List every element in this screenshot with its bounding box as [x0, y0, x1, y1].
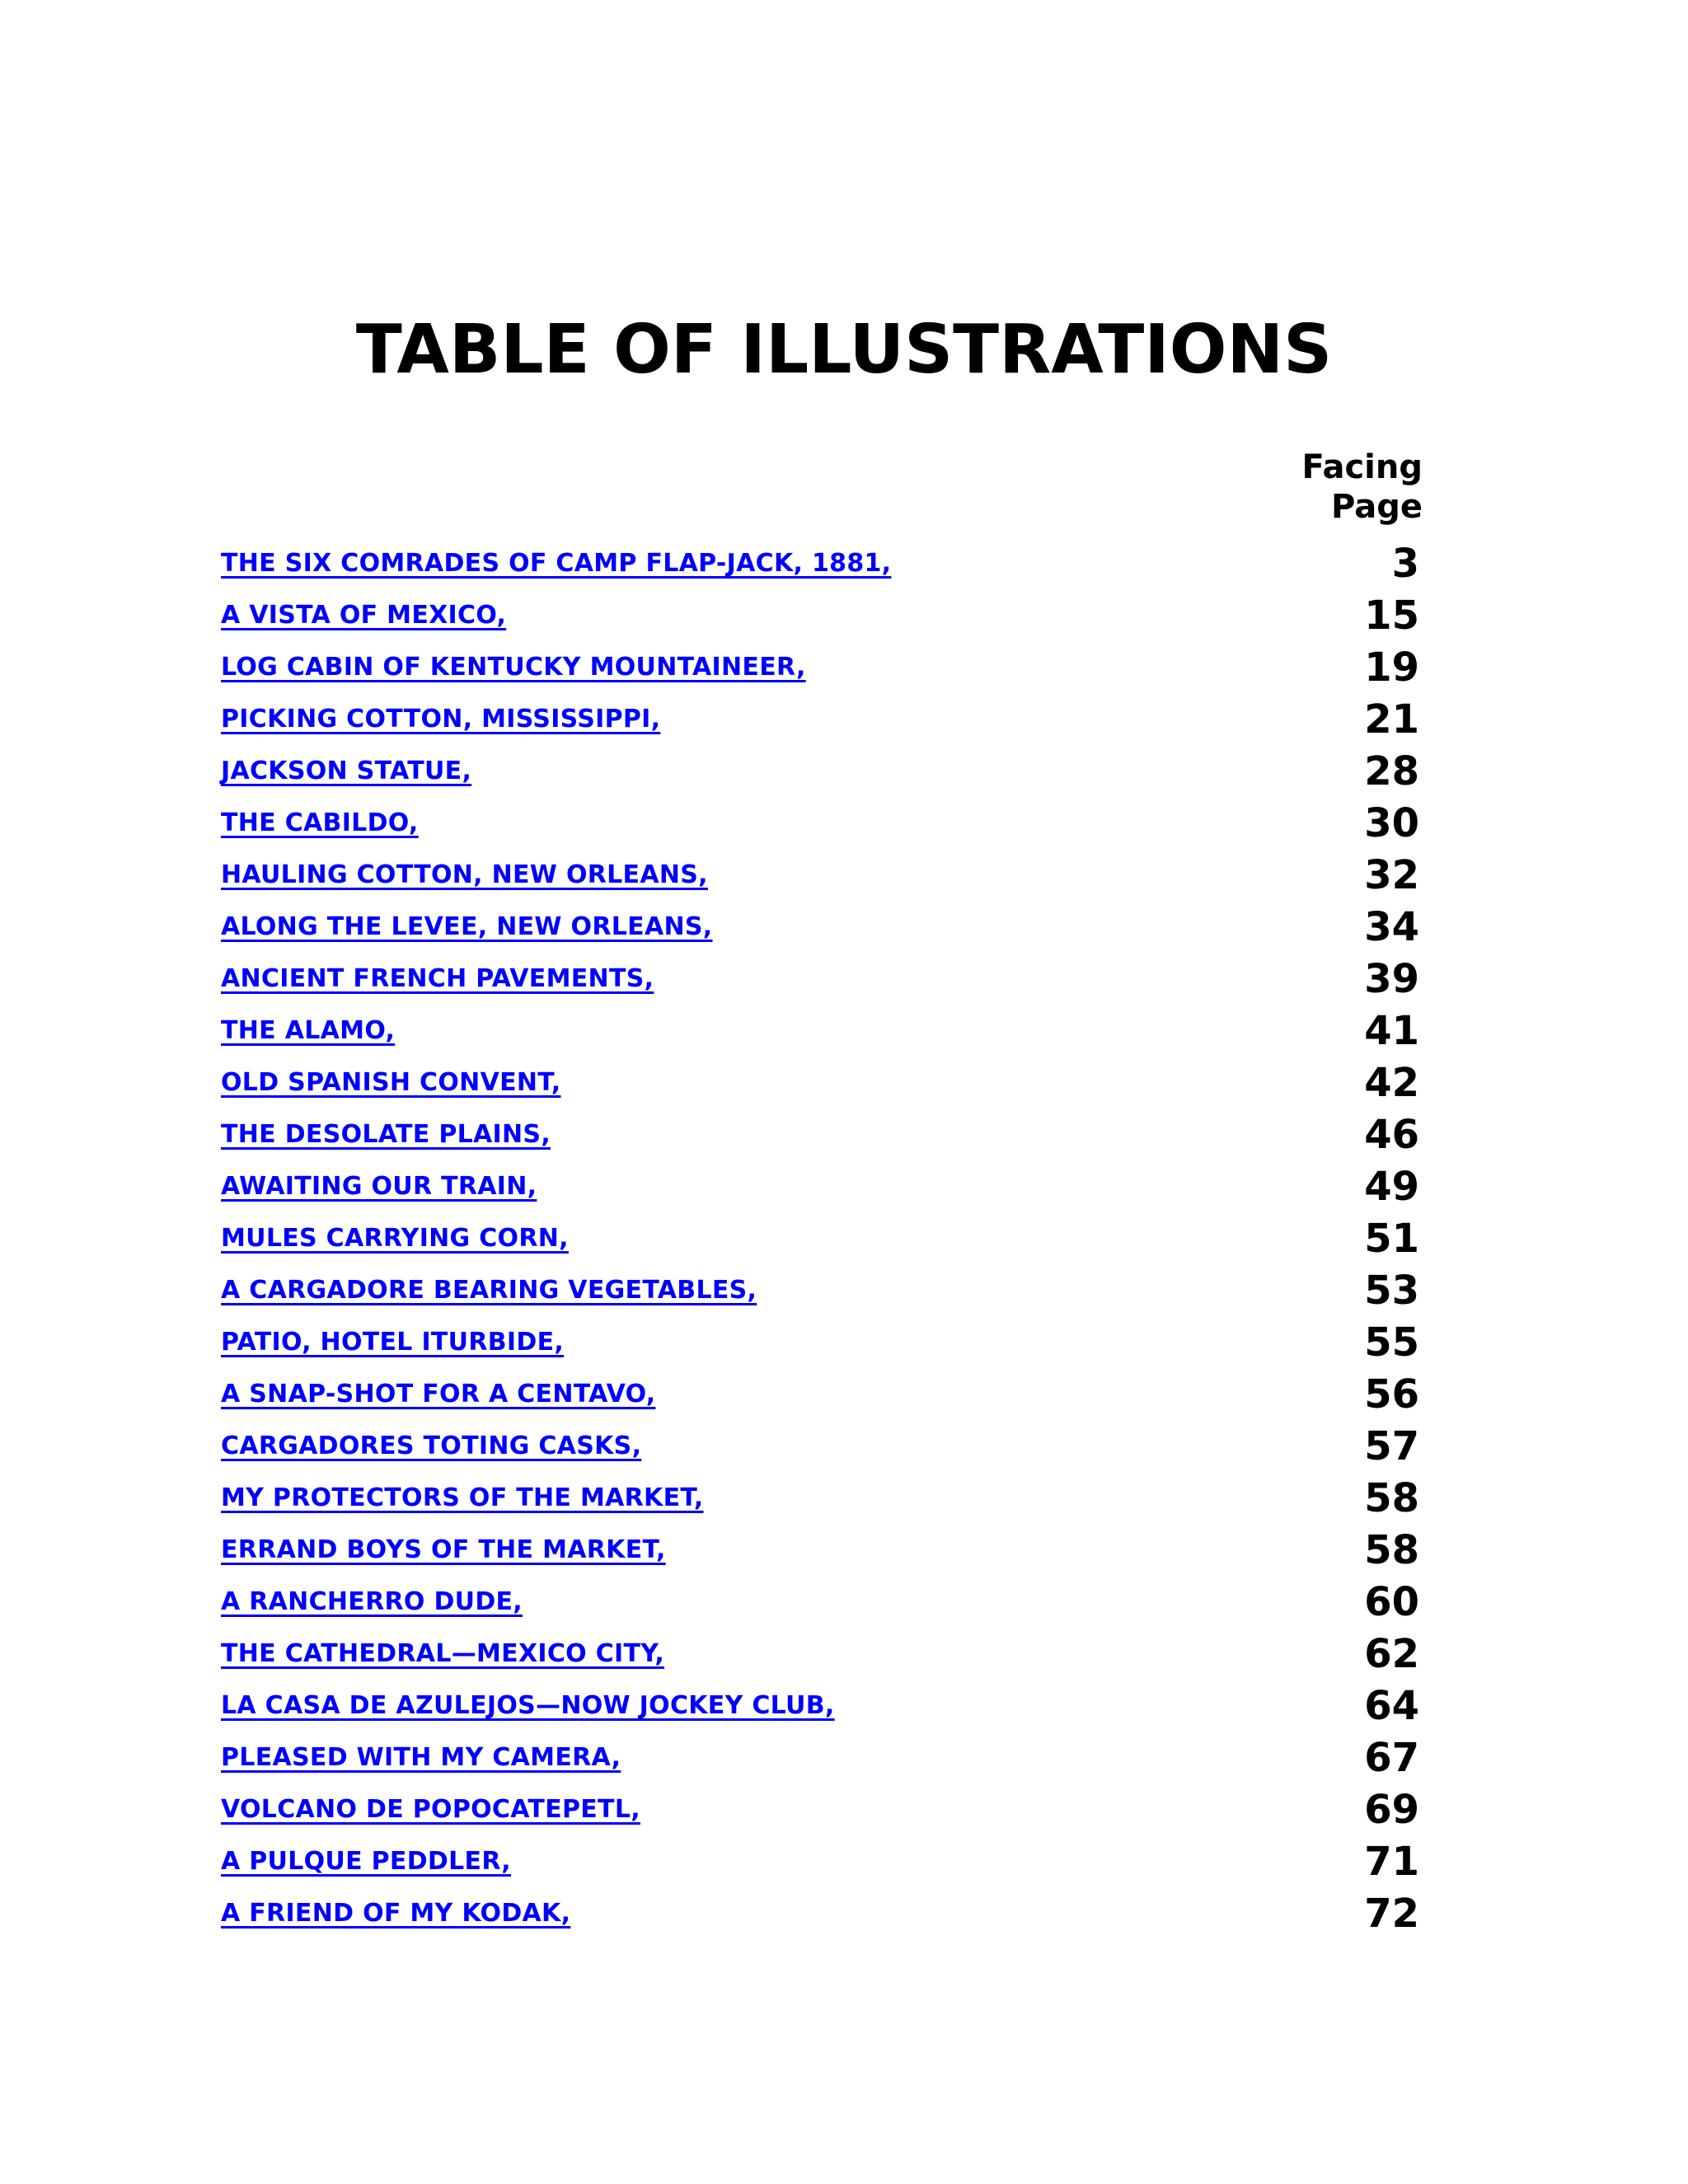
illustration-link[interactable]: HAULING COTTON, NEW ORLEANS,	[221, 860, 708, 889]
facing-page-number: 67	[1364, 1734, 1419, 1781]
illustration-link[interactable]: CARGADORES TOTING CASKS,	[221, 1432, 642, 1460]
illustration-link[interactable]: A PULQUE PEDDLER,	[221, 1847, 511, 1876]
toc-row	[221, 745, 1424, 797]
facing-page-number: 21	[1364, 696, 1419, 743]
toc-row	[221, 1368, 1424, 1420]
facing-page-number: 49	[1364, 1163, 1419, 1210]
toc-row	[221, 1160, 1424, 1212]
illustration-link[interactable]: A FRIEND OF MY KODAK,	[221, 1899, 571, 1928]
illustration-link[interactable]: THE CABILDO,	[221, 808, 419, 837]
illustration-link[interactable]: THE ALAMO,	[221, 1016, 396, 1045]
illustration-link[interactable]: AWAITING OUR TRAIN,	[221, 1172, 537, 1201]
toc-row	[221, 1316, 1424, 1368]
toc-row	[221, 797, 1424, 849]
facing-page-number: 72	[1364, 1890, 1419, 1937]
illustration-link[interactable]: ERRAND BOYS OF THE MARKET,	[221, 1535, 666, 1564]
illustration-link[interactable]: PATIO, HOTEL ITURBIDE,	[221, 1328, 565, 1357]
toc-row	[221, 1783, 1424, 1835]
illustration-link[interactable]: ALONG THE LEVEE, NEW ORLEANS,	[221, 912, 713, 941]
toc-row	[221, 849, 1424, 901]
toc-row	[221, 1420, 1424, 1472]
toc-row	[221, 1835, 1424, 1887]
facing-page-number: 69	[1364, 1786, 1419, 1833]
illustration-link[interactable]: THE SIX COMRADES OF CAMP FLAP-JACK, 1881,	[221, 549, 892, 578]
illustration-link[interactable]: PICKING COTTON, MISSISSIPPI,	[221, 705, 661, 733]
facing-page-number: 32	[1364, 851, 1419, 898]
illustration-link[interactable]: THE CATHEDRAL—MEXICO CITY,	[221, 1639, 665, 1668]
facing-page-number: 28	[1364, 748, 1419, 794]
toc-row	[221, 1576, 1424, 1628]
illustration-link[interactable]: OLD SPANISH CONVENT,	[221, 1068, 561, 1097]
illustration-link[interactable]: PLEASED WITH MY CAMERA,	[221, 1743, 621, 1772]
facing-page-number: 56	[1364, 1371, 1419, 1418]
illustration-link[interactable]: LA CASA DE AZULEJOS—NOW JOCKEY CLUB,	[221, 1691, 835, 1720]
illustration-link[interactable]: VOLCANO DE POPOCATEPETL,	[221, 1795, 640, 1824]
toc-row	[221, 1732, 1424, 1783]
illustration-link[interactable]: MY PROTECTORS OF THE MARKET,	[221, 1483, 704, 1512]
facing-page-number: 58	[1364, 1526, 1419, 1573]
facing-page-number: 55	[1364, 1319, 1419, 1366]
toc-row	[221, 1108, 1424, 1160]
facing-page-number: 53	[1364, 1267, 1419, 1314]
toc-row	[221, 1628, 1424, 1680]
facing-page-number: 15	[1364, 592, 1419, 639]
column-header-line-2: Page	[1331, 488, 1423, 526]
illustration-link[interactable]: THE DESOLATE PLAINS,	[221, 1120, 551, 1149]
toc-row	[221, 693, 1424, 745]
illustration-link[interactable]: A SNAP-SHOT FOR A CENTAVO,	[221, 1380, 656, 1408]
toc-row	[221, 1680, 1424, 1732]
column-header-line-1: Facing	[1301, 448, 1423, 486]
facing-page-number: 30	[1364, 799, 1419, 846]
facing-page-column-header	[1195, 448, 1423, 527]
illustration-link[interactable]: MULES CARRYING CORN,	[221, 1224, 569, 1253]
facing-page-number: 62	[1364, 1630, 1419, 1677]
toc-row	[221, 901, 1424, 953]
facing-page-number: 39	[1364, 955, 1419, 1002]
facing-page-number: 58	[1364, 1474, 1419, 1521]
toc-row	[221, 641, 1424, 693]
toc-row	[221, 537, 1424, 589]
facing-page-number: 64	[1364, 1682, 1419, 1729]
toc-row	[221, 589, 1424, 641]
facing-page-number: 60	[1364, 1578, 1419, 1625]
illustration-link[interactable]: A RANCHERRO DUDE,	[221, 1587, 523, 1616]
page-title: TABLE OF ILLUSTRATIONS	[355, 311, 1333, 389]
toc-row	[221, 1057, 1424, 1108]
illustration-link[interactable]: A VISTA OF MEXICO,	[221, 601, 507, 630]
facing-page-number: 71	[1364, 1838, 1419, 1885]
facing-page-number: 3	[1391, 540, 1419, 587]
toc-row	[221, 1264, 1424, 1316]
facing-page-number: 51	[1364, 1215, 1419, 1262]
toc-row	[221, 1887, 1424, 1939]
toc-row	[221, 953, 1424, 1005]
toc-row	[221, 1005, 1424, 1057]
illustrations-list	[221, 537, 1424, 1939]
illustration-link[interactable]: A CARGADORE BEARING VEGETABLES,	[221, 1276, 757, 1305]
toc-row	[221, 1524, 1424, 1576]
facing-page-number: 41	[1364, 1007, 1419, 1054]
toc-row	[221, 1472, 1424, 1524]
facing-page-number: 57	[1364, 1422, 1419, 1469]
toc-row	[221, 1212, 1424, 1264]
illustration-link[interactable]: ANCIENT FRENCH PAVEMENTS,	[221, 964, 654, 993]
illustration-link[interactable]: LOG CABIN OF KENTUCKY MOUNTAINEER,	[221, 653, 806, 682]
facing-page-number: 19	[1364, 644, 1419, 691]
facing-page-number: 46	[1364, 1111, 1419, 1158]
facing-page-number: 42	[1364, 1059, 1419, 1106]
illustration-link[interactable]: JACKSON STATUE,	[221, 757, 472, 785]
facing-page-number: 34	[1364, 903, 1419, 950]
